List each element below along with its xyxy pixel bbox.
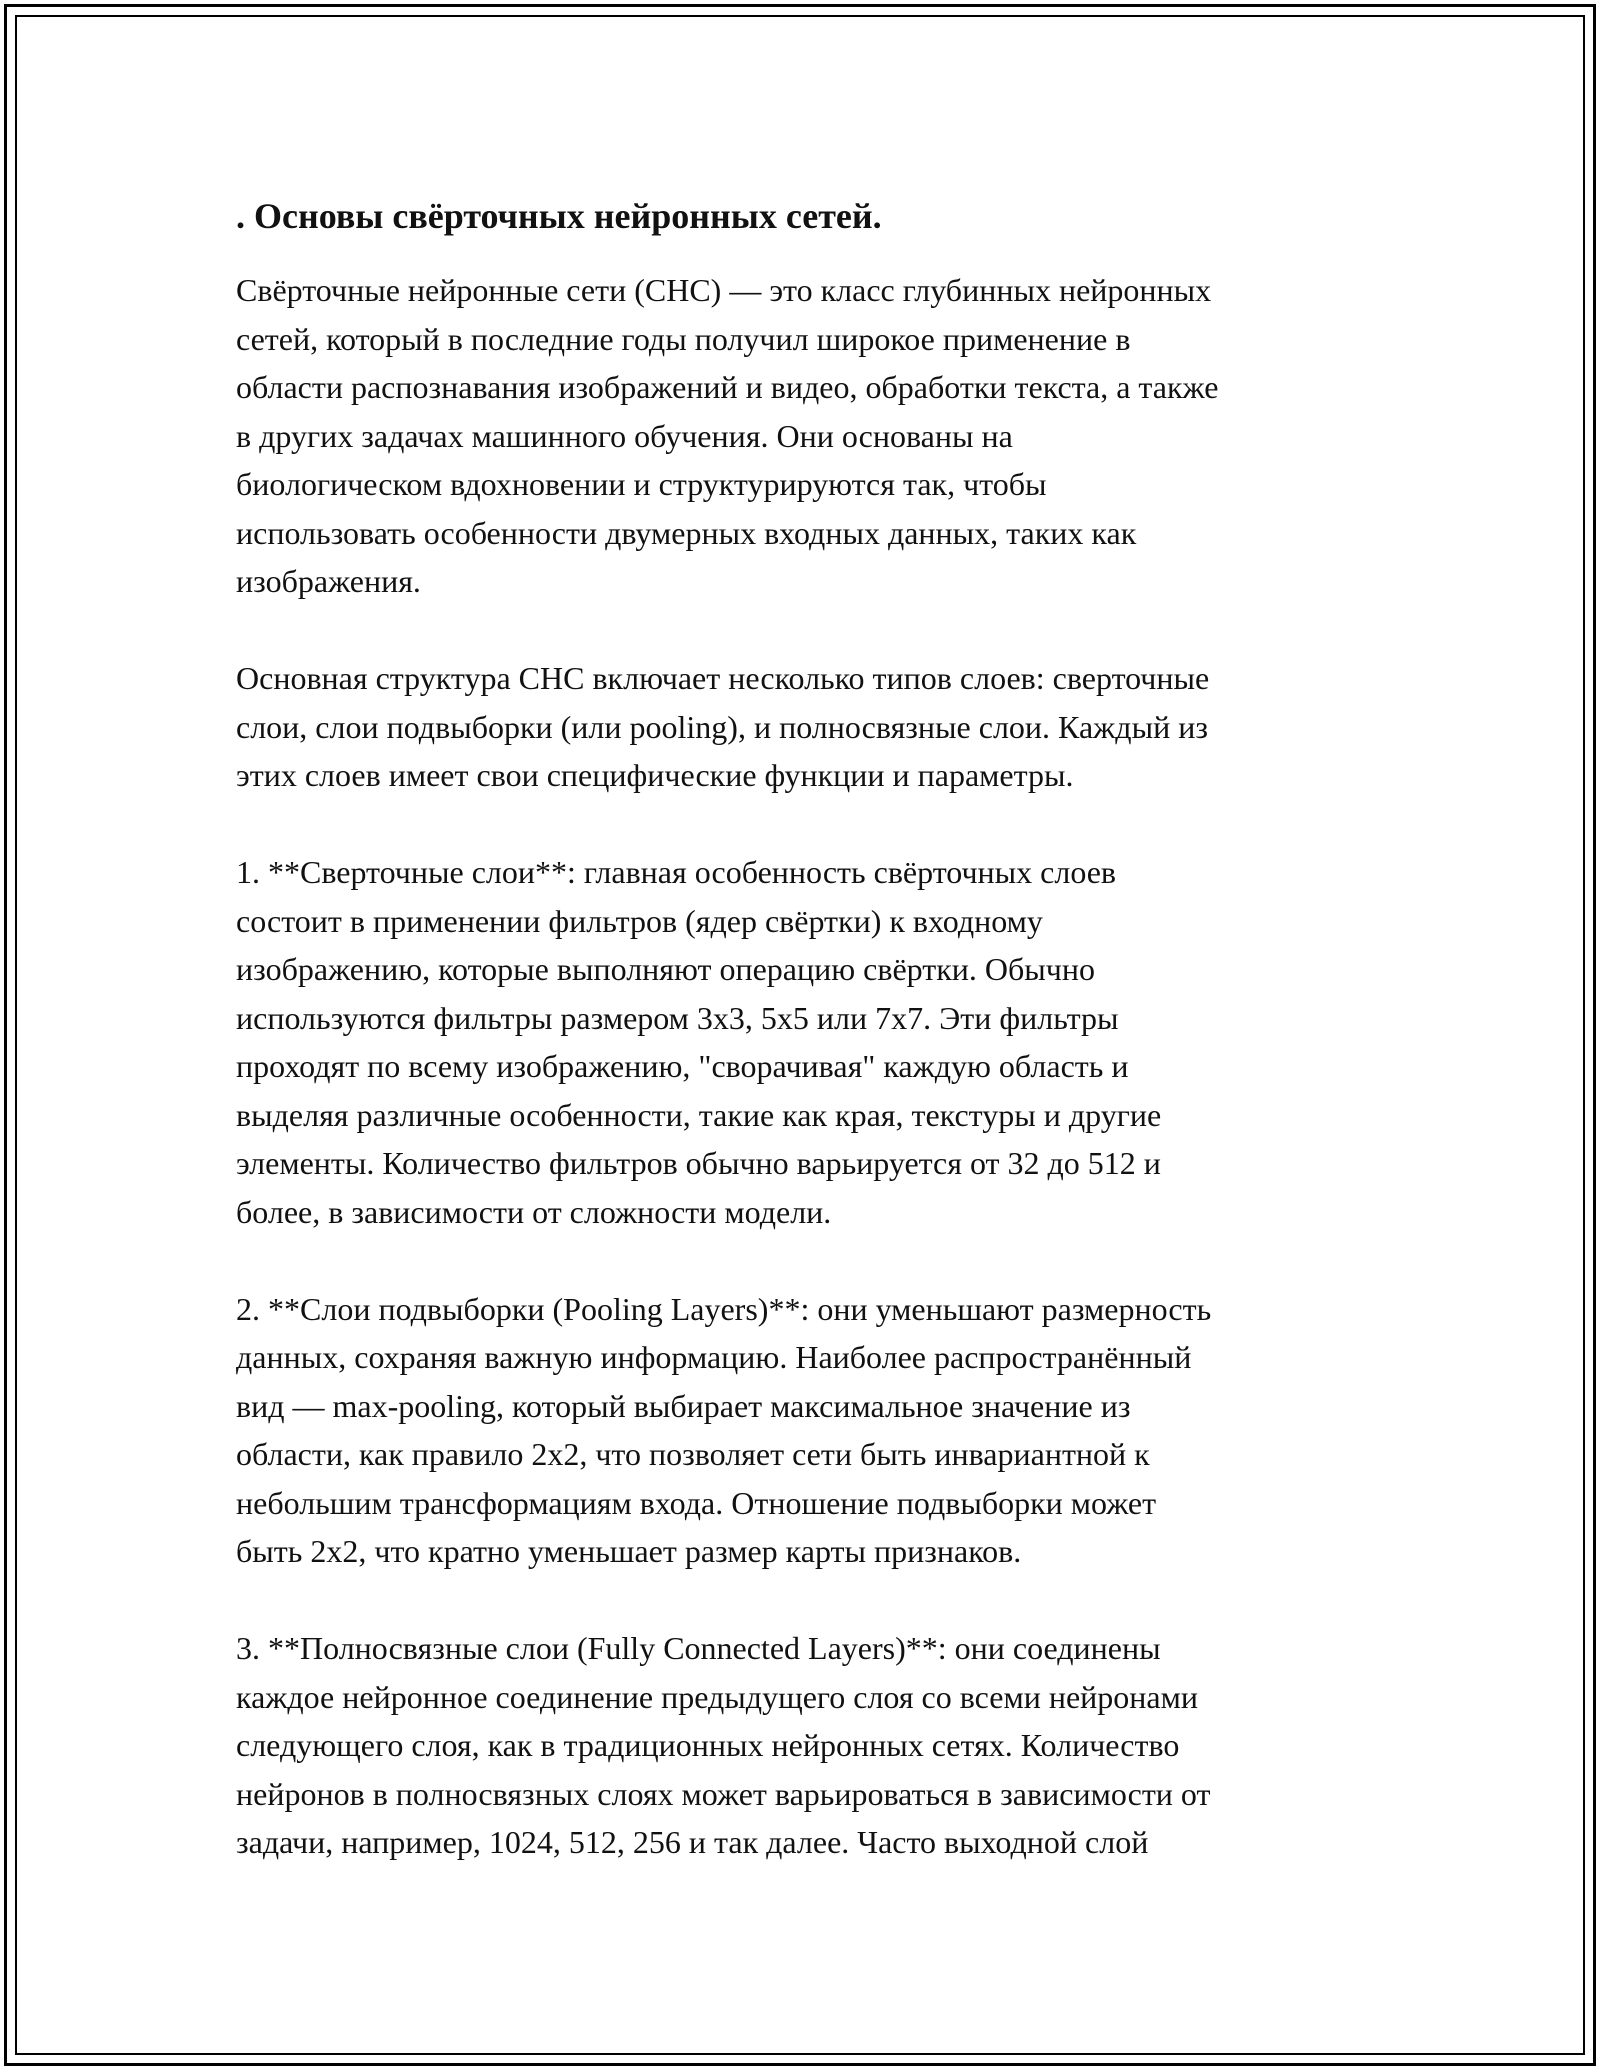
paragraph-pooling-layers (236, 1285, 1376, 1576)
paragraph-fc-layers (236, 1624, 1376, 1867)
text-line: в других задачах машинного обучения. Они основаны на (236, 417, 1013, 454)
text-line: биологическом вдохновении и структурируются так, чтобы (236, 466, 1047, 502)
text-line: сетей, который в последние годы получил широкое применение в (236, 320, 1131, 357)
text-line: 3. **Полносвязные слои (Fully Connected Layers)**: они соединены (236, 1630, 1161, 1666)
text-line: проходят по всему изображению, "сворачивая" каждую область и (236, 1048, 1129, 1084)
text-line: Основная структура СНС включает несколько типов слоев: сверточные (236, 660, 1210, 696)
text-line: выделяя различные особенности, такие как края, текстуры и другие (236, 1096, 1162, 1133)
text-line: слои, слои подвыборки (или pooling), и полносвязные слои. Каждый из (236, 708, 1208, 745)
text-line: этих слоев имеет свои специфические функции и параметры. (236, 757, 1074, 793)
paragraph-intro (236, 266, 1376, 606)
text-line: использовать особенности двумерных входных данных, таких как (236, 514, 1137, 551)
text-line: вид — max-pooling, который выбирает максимальное значение из (236, 1387, 1131, 1424)
text-line: задачи, например, 1024, 512, 256 и так далее. Часто выходной слой (236, 1824, 1149, 1860)
text-line: элементы. Количество фильтров обычно варьируется от 32 до 512 и (236, 1145, 1161, 1181)
text-line: нейронов в полносвязных слоях может варьироваться в зависимости от (236, 1775, 1211, 1812)
text-line: данных, сохраняя важную информацию. Наиболее распространённый (236, 1339, 1192, 1375)
text-line: используются фильтры размером 3x3, 5x5 или 7x7. Эти фильтры (236, 999, 1119, 1036)
text-line: Свёрточные нейронные сети (СНС) — это класс глубинных нейронных (236, 272, 1212, 308)
text-line: быть 2x2, что кратно уменьшает размер карты признаков. (236, 1533, 1022, 1569)
text-line: изображения. (236, 563, 421, 599)
text-line: небольшим трансформациям входа. Отношение подвыборки может (236, 1484, 1157, 1521)
text-line: 2. **Слои подвыборки (Pooling Layers)**: они уменьшают размерность (236, 1290, 1212, 1327)
text-line: области, как правило 2x2, что позволяет сети быть инвариантной к (236, 1436, 1150, 1472)
text-line: 1. **Сверточные слои**: главная особенность свёрточных слоев (236, 854, 1117, 890)
text-line: состоит в применении фильтров (ядер свёртки) к входному (236, 902, 1043, 939)
text-line: более, в зависимости от сложности модели. (236, 1193, 832, 1230)
document-body (236, 192, 1376, 1915)
text-line: области распознавания изображений и видео, обработки текста, а также (236, 369, 1219, 405)
text-line: каждое нейронное соединение предыдущего слоя со всеми нейронами (236, 1678, 1198, 1715)
text-line: изображению, которые выполняют операцию свёртки. Обычно (236, 951, 1096, 987)
document-title: . Основы свёрточных нейронных сетей. (236, 196, 882, 236)
text-line: следующего слоя, как в традиционных нейронных сетях. Количество (236, 1727, 1180, 1763)
paragraph-structure (236, 654, 1376, 800)
paragraph-conv-layers (236, 848, 1376, 1236)
